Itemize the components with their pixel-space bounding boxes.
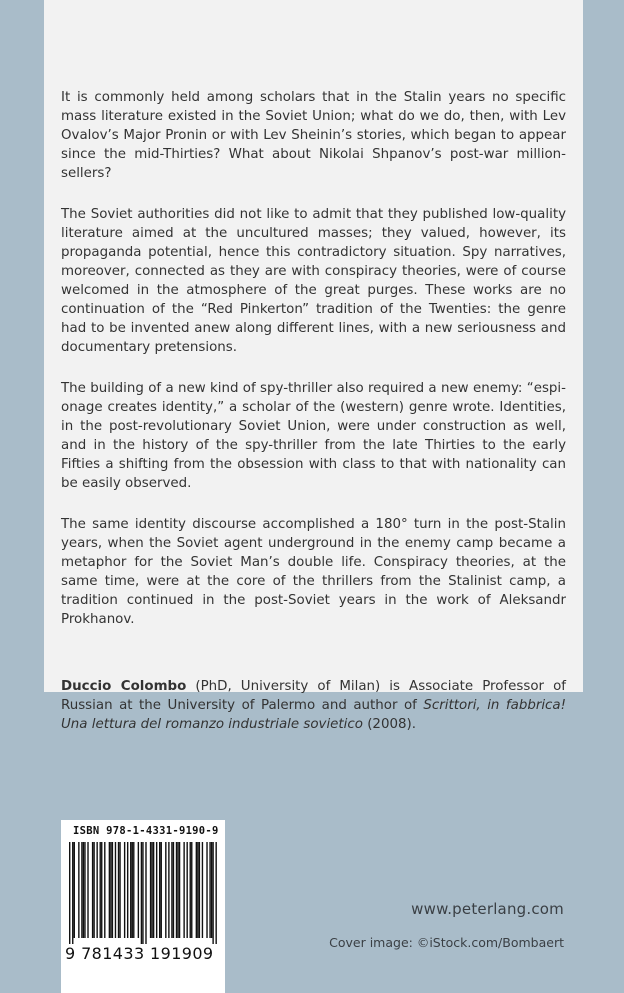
- barcode-bar: [112, 842, 113, 938]
- barcode-bar: [196, 842, 197, 938]
- barcode-bars: [69, 842, 217, 944]
- barcode-bar: [209, 842, 210, 938]
- barcode-bar: [127, 842, 128, 938]
- barcode-bar: [145, 842, 146, 944]
- cover-image-credit: Cover image: ©iStock.com/Bombaert: [329, 935, 564, 950]
- barcode-bar: [150, 842, 151, 938]
- barcode-bar: [199, 842, 200, 938]
- barcode-bar: [197, 842, 198, 938]
- barcode-bar: [115, 842, 116, 938]
- description-paragraph-3: The building of a new kind of spy-thriller also required a new enemy: “espionage creates identity,” a scholar of the (western) genre wrote. Identities, in the post-revolutionary Soviet Union, were under construction as well, and in the history of the spy-thriller from the late Thirties to the early Fifties a shifting from the obsession with class to that with nationality can be easily observed.: [61, 381, 566, 491]
- barcode-bar: [100, 842, 101, 938]
- description-paragraph-1: It is commonly held among scholars that in the Stalin years no specific mass literature existed in the Soviet Union; what do we do, then, with Lev Ovalov’s Major Pronin or with Lev Sheinin’s stories, which began to appear since the mid-Thirties? What about Nikolai Shpanov’s post-war million-sellers?: [61, 90, 566, 181]
- author-bio: [61, 677, 566, 734]
- barcode-bar: [156, 842, 157, 938]
- barcode-bar: [110, 842, 111, 938]
- barcode-bar: [109, 842, 110, 938]
- barcode-bar: [151, 842, 152, 938]
- barcode-bar: [215, 842, 216, 944]
- barcode-bar: [93, 842, 94, 938]
- description-paragraph-2: The Soviet authorities did not like to admit that they published low-quality literature aimed at the uncultured masses; they valued, however, its propaganda potential, hence this contradictory situation. Spy narratives, moreover, connected as they are with conspiracy theories, were of course welcomed in the atmosphere of the great purges. These works are no continuation of the “Red Pinkerton” tradition of the Twenties: the genre had to be invented anew along different lines, with a new seriousness and documentary pretensions.: [61, 207, 566, 355]
- barcode-bar: [69, 842, 70, 944]
- barcode-bar: [177, 842, 178, 938]
- barcode-bar: [87, 842, 88, 938]
- barcode-bar: [84, 842, 85, 938]
- barcode-bar: [142, 842, 143, 944]
- barcode-bar: [138, 842, 139, 938]
- barcode-bar: [186, 842, 187, 938]
- description-panel: [44, 0, 583, 732]
- description-paragraph-4: The same identity discourse accomplished a 180° turn in the post-Stalin years, when the Soviet agent underground in the enemy camp became a metaphor for the Soviet Man’s double life. Conspiracy theories, at the same time, were at the core of the thrillers from the Stalinist camp, a tradition continued in the post-Soviet years in the work of Aleksandr Prokhanov.: [61, 517, 566, 627]
- barcode-bar: [173, 842, 174, 938]
- ean-digits: 9 781433 191909: [65, 944, 214, 963]
- barcode-bar: [161, 842, 162, 938]
- barcode-bar: [176, 842, 177, 938]
- author-bio-year: (2008).: [362, 717, 416, 732]
- barcode-bar: [96, 842, 97, 938]
- barcode-bar: [92, 842, 93, 938]
- barcode-bar: [165, 842, 166, 938]
- barcode-bar: [101, 842, 102, 938]
- barcode-bar: [211, 842, 212, 938]
- isbn-label: ISBN 978-1-4331-9190-9: [73, 825, 219, 837]
- barcode-bar: [179, 842, 180, 938]
- barcode-bar: [133, 842, 134, 938]
- barcode-bar: [119, 842, 120, 938]
- barcode-bar: [132, 842, 133, 938]
- barcode-bar: [171, 842, 172, 938]
- barcode-bar: [83, 842, 84, 938]
- barcode-bar: [81, 842, 82, 938]
- barcode-bar: [202, 842, 203, 938]
- barcode-bar: [159, 842, 160, 938]
- author-bio-text: (PhD, University of Milan) is Associate Professor of Russian at the University of Palermo and author of: [61, 679, 566, 713]
- barcode-bar: [74, 842, 75, 938]
- barcode-bar: [104, 842, 105, 938]
- barcode-bar: [124, 842, 125, 938]
- barcode-bar: [153, 842, 154, 938]
- barcode-bar: [130, 842, 131, 938]
- barcode-bar: [168, 842, 169, 938]
- barcode-bar: [212, 842, 213, 944]
- barcode-bar: [191, 842, 192, 938]
- barcode-bar: [78, 842, 79, 938]
- barcode-bar: [206, 842, 207, 938]
- author-name: Duccio Colombo: [61, 679, 187, 694]
- author-book-title: Scrittori, in fabbrica! Una lettura del romanzo industriale sovietico: [61, 698, 566, 732]
- barcode-bar: [141, 842, 142, 944]
- publisher-website: www.peterlang.com: [411, 900, 564, 918]
- barcode-bar: [183, 842, 184, 938]
- isbn-barcode: [61, 820, 225, 993]
- barcode-bar: [72, 842, 73, 944]
- barcode-bar: [190, 842, 191, 938]
- barcode-bar: [118, 842, 119, 938]
